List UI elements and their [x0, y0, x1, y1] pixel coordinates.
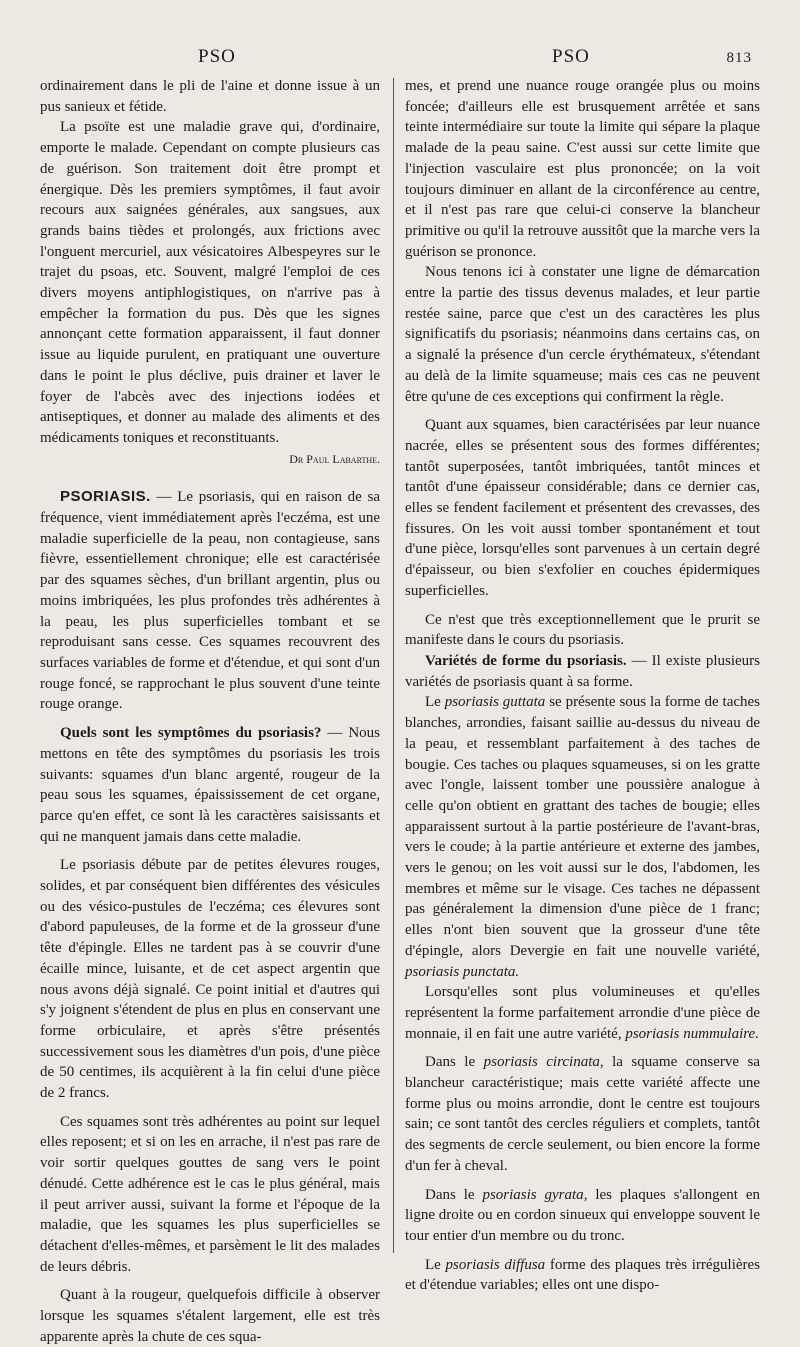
- text-run: forme des plaques très irrégulières et d'étendue variables; elles ont une dispo-: [405, 1256, 761, 1294]
- text-run: se présente sous la forme de taches blanches, arrondies, faisant saillie au-dessus du niveau de la peau, et ressemblant parfaitement à des taches de bougie. Ces taches ou plaques squameuses, si on les gratte avec l'ongle, laissent tomber une poussière analogue à celle qu'on obtient en grattant des taches de bougie; elles apparaissent surtout à la partie postérieure de l'avant-bras, vers le coude; à la partie antérieure et externe des jambes, vers le genou; on les voit aussi sur le dos, l'abdomen, les membres et même sur le visage. Ces taches ne dépassent pas généralement la dimension d'une pièce de 1 franc; elles n'ont bien souvent que la grosseur d'une tête d'épingle, alors Devergie en fait une nouvelle variété,: [405, 694, 761, 959]
- term-diffusa: psoriasis diffusa: [445, 1256, 546, 1273]
- term-gyrata: psoriasis gyrata: [482, 1186, 584, 1203]
- paragraph: Quant à la rougeur, quelquefois difficile à observer lorsque les squames s'étalent largement, elle est très apparente après la chute de ces squa-: [40, 1287, 380, 1345]
- text-run: Le: [425, 1256, 446, 1273]
- paragraph-guttata: [405, 692, 760, 982]
- paragraph: Le psoriasis débute par de petites élevures rouges, solides, et par conséquent bien différentes des vésicules ou des vésico-pustules de l'eczéma; ces élevures sont d'abord papuleuses, de la forme et de la grosseur d'une tête d'épingle. Elles ne tardent pas à se couvrir d'une écaille mince, luisante, et de cet aspect argentin que nous avons déjà signalé. Ce point initial et d'autres qui s'y joignent s'étendent de plus en plus en conservant une forme orbiculaire, et après s'être présentés successivement sous les diamètres d'un pois, d'une pièce de 50 centimes, ils acquièrent à la fin celui d'une pièce de 2 francs.: [40, 857, 380, 1102]
- section-heading: Variétés de forme du psoriasis.: [425, 652, 627, 669]
- term-nummulaire: psoriasis nummulaire.: [625, 1025, 759, 1042]
- left-column: [40, 76, 380, 1347]
- term-circinata: psoriasis circinata: [483, 1054, 600, 1071]
- column-divider: [393, 78, 394, 1253]
- paragraph-circinata: [405, 1052, 760, 1176]
- paragraph: ordinairement dans le pli de l'aine et donne issue à un pus sanieux et fétide.: [40, 78, 380, 115]
- page-number: 813: [726, 50, 752, 66]
- paragraph: Quant aux squames, bien caractérisées par leur nuance nacrée, elles se présentent sous des formes différentes; tantôt superposées, tantôt imbriquées, tantôt minces et tantôt d'une épaisseur considérable; dans ce dernier cas, elles se fendent facilement et présentent des crevasses, des fissures. On les voit aussi tomber spontanément et tout d'une pièce, lorsqu'elles sont parvenues à un certain degré d'épaisseur, ou bien s'exfolier en couches épidermiques superficielles.: [405, 417, 760, 599]
- running-head-right: PSO: [552, 46, 590, 67]
- paragraph: Ces squames sont très adhérentes au point sur lequel elles reposent; et si on les en arrache, il n'est pas rare de voir sortir quelques gouttes de sang vers le point dénudé. Cette adhérence est le cas le plus général, mais il peut arriver aussi, suivant la forme et l'époque de la maladie, que les squames les plus superficielles se détachent d'elles-mêmes, et parsèment le lit des malades de leurs débris.: [40, 1113, 380, 1275]
- text-run: Dans le: [425, 1054, 484, 1071]
- paragraph: La psoïte est une maladie grave qui, d'ordinaire, emporte le malade. Cependant on compte plusieurs cas de guérison. Son traitement doit être prompt et énergique. Dès les premiers symptômes, il faut avoir recours aux saignées générales, aux sangsues, aux grands bains tièdes et prolongés, aux frictions avec l'onguent mercuriel, aux vésicatoires Albespeyres sur le trajet du psoas, etc. Souvent, malgré l'emploi de ces divers moyens antiphlogistiques, on n'arrive pas à empêcher la formation du pus. Dès que les signes annonçant cette formation apparaissent, il faut donner issue au liquide purulent, en pratiquant une ouverture dans le point le plus déclive, puis drainer et laver le foyer de l'abcès avec des injections iodées et antiseptiques, et donner au malade des aliments et des médicaments toniques et reconstituants.: [40, 119, 380, 446]
- section-text: — Nous mettons en tête des symptômes du psoriasis les trois suivants: squames d'un blanc argenté, rougeur de la peau sous les squames, épaississement de cet organe, parce qu'en effet, ce sont là les caractères saisissants et qui ne manquent jamais dans cette maladie.: [40, 725, 381, 845]
- text-run: Le: [425, 694, 445, 711]
- section-varieties: [405, 651, 760, 692]
- paragraph-gyrata: [405, 1185, 760, 1247]
- article-heading: PSORIASIS.: [60, 488, 151, 506]
- text-run: , la squame conserve sa blancheur caractéristique; mais cette variété affecte une forme plus ou moins arrondie, dont le centre est toujours sain; ce sont tantôt des cercles réguliers et complets, tantôt des segments de cercle seulement, ou bien encore la forme d'un fer à cheval.: [405, 1054, 760, 1174]
- author-signature: Dr Paul Labarthe.: [289, 451, 380, 466]
- section-heading: Quels sont les symptômes du psoriasis?: [60, 725, 322, 742]
- term-guttata: psoriasis guttata: [444, 694, 546, 711]
- paragraph: Nous tenons ici à constater une ligne de démarcation entre la partie des tissus devenus malades, et leur partie restée saine, parce que c'est un des caractères les plus significatifs du psoriasis; néanmoins dans certains cas, on a signalé la présence d'un cercle érythémateux, s'étendant au delà de la limite squameuse; mais ces cas ne peuvent être qu'une de ces exceptions qui confirment la règle.: [405, 264, 760, 405]
- paragraph-nummulaire: [405, 982, 760, 1044]
- article-text: — Le psoriasis, qui en raison de sa fréquence, vient immédiatement après l'eczéma, est une maladie superficielle de la peau, non contagieuse, sans fièvre, essentiellement chronique; elle est caractérisée par des squames sèches, d'un brillant argentin, plus ou moins imbriquées, les plus profondes très adhérentes à la peau, les plus superficielles tombant et se reproduisant sans cesse. Ces squames recouvrent des surfaces variables de forme et d'étendue, et qui sont d'un rouge foncé, se rapprochant le plus souvent d'une teinte rouge orange.: [40, 489, 380, 713]
- paragraph-diffusa: [405, 1255, 760, 1296]
- right-column: [405, 76, 760, 1296]
- text-run: , les plaques s'allongent en ligne droite ou en cordon sinueux qui enveloppe souvent le tour entier d'un membre ou du tronc.: [405, 1186, 760, 1244]
- text-run: Lorsqu'elles sont plus volumineuses et qu'elles représentent la forme parfaitement arrondie d'une pièce de monnaie, il en fait une autre variété,: [405, 984, 760, 1042]
- paragraph: Ce n'est que très exceptionnellement que le prurit se manifeste dans le cours du psoriasis.: [405, 611, 760, 649]
- running-head-left: PSO: [198, 46, 236, 67]
- term-punctata: psoriasis punctata.: [405, 963, 520, 980]
- article-psoriasis: [40, 487, 380, 715]
- text-run: Dans le: [425, 1186, 483, 1203]
- section-text: — Il existe plusieurs variétés de psoriasis quant à sa forme.: [405, 652, 760, 690]
- section-symptoms: [40, 723, 380, 847]
- paragraph: mes, et prend une nuance rouge orangée plus ou moins foncée; d'ailleurs elle est brusquement arrêtée et sans teinte intermédiaire sur toute la limite qui sépare la plaque malade de la peau saine. C'est aussi sur cette limite que l'injection vasculaire est plus prononcée; on la voit toujours diminuer en allant de la circonférence au centre, et il n'est pas rare que celui-ci conserve la blancheur primitive ou qu'il la retrouve aussitôt que la marche vers la guérison se prononce.: [405, 78, 760, 260]
